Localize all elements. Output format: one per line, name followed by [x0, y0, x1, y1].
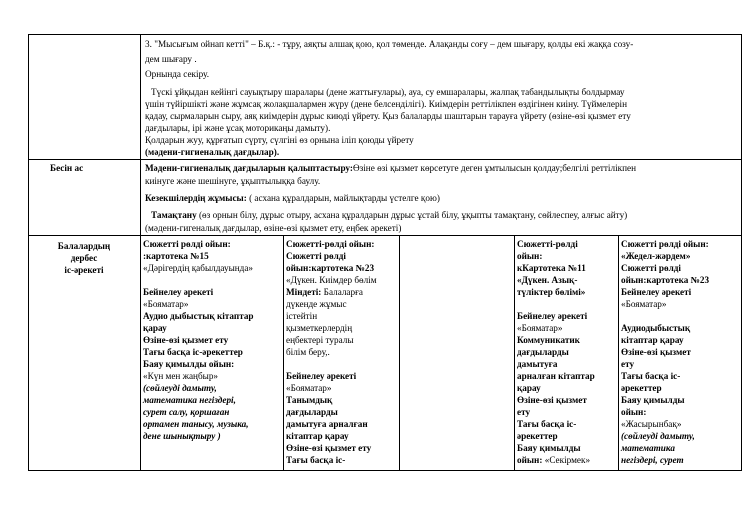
table-border-top: [28, 34, 742, 35]
col4-line: түліктер бөлімі»: [517, 287, 586, 297]
col4-line: Тағы басқа іс-: [517, 419, 577, 429]
col4-line: дағдыларды: [517, 347, 569, 357]
col1-line: сурет салу, қоршаған: [143, 407, 230, 417]
col4-line: арналған кітаптар: [517, 371, 595, 381]
col4-line: кКартотека №11: [517, 263, 586, 273]
hygiene-heading: Мәдени-гигиеналық дағдыларын қалыптастыру:: [145, 163, 353, 173]
col5-line: негіздері, сурет: [621, 455, 684, 465]
col5-line: ойын:картотека №23: [621, 275, 710, 285]
activity-label-line-3: іс-әрекеті: [64, 265, 104, 275]
col4-line: Сюжетті-рөлді: [517, 239, 578, 249]
col5-line: Сюжетті рөлді: [621, 263, 681, 273]
col4-line: әрекеттер: [517, 431, 558, 441]
besin-line-1: [145, 162, 636, 174]
col1-line: «Күн мен жаңбыр»: [143, 371, 219, 381]
col2-line: Бейнелеу әрекеті: [286, 371, 357, 381]
col5-line: әрекеттер: [621, 383, 662, 393]
col1-line: Баяу қимылды ойын:: [143, 359, 235, 369]
exercise-line-2: дем шығару .: [145, 54, 197, 64]
activity-label-line-2: дербес: [70, 253, 98, 263]
row-divider-activity: [28, 235, 742, 236]
col2-line-bold: Міндеті:: [286, 287, 322, 297]
exercise-line-1: 3. "Мысығым ойнап кетті" – Б.қ.: - тұру, аяқты алшақ қою, қол төменде. Алақанды соғу – дем шығару, қолды екі жаққа созу-: [145, 39, 634, 49]
col5-line: «Жедел-жәрдем»: [621, 251, 691, 261]
col1-line: (сөйлеуді дамыту,: [143, 383, 217, 393]
row-divider-besin: [28, 159, 742, 160]
col2-line: Өзіне-өзі қызмет ету: [286, 443, 372, 453]
day-column-divider-4: [618, 235, 619, 471]
col5-line: ойын:: [621, 407, 647, 417]
col4-line: қарау: [517, 383, 541, 393]
day-column-divider-1: [283, 235, 284, 471]
col4-line-text: «Секірмек»: [542, 455, 591, 465]
besin-duty-line: [145, 192, 440, 204]
day-column-divider-2: [399, 235, 400, 471]
col5-line: Бейнелеу әрекеті: [621, 287, 692, 297]
col4-line: ойын:: [517, 251, 543, 261]
nap-paragraph-line-1: Түскі ұйқыдан кейінгі сауықтыру шаралары (дене жаттығулары), ауа, су емшаралары, жалпақ табандылықты болдырмау: [151, 87, 625, 97]
col5-line: Өзіне-өзі қызмет: [621, 347, 691, 357]
exercise-line-3: Орнында секіру.: [145, 69, 210, 79]
col1-line: ортамен танысу, музыка,: [143, 419, 249, 429]
col2-line: дағдыларды: [286, 407, 338, 417]
food-text: (өз орнын білу, дұрыс отыру, асхана құралдарын дұрыс ұстай білу, ұқыпты тамақтану, сөйлеспеу, алғыс айту): [196, 210, 628, 220]
nap-paragraph-line-4: дағдылары, ірі және ұсақ моторикаңы дамыту).: [145, 123, 331, 133]
col4-line: дамытуға: [517, 359, 558, 369]
col2-line: ойын:картотека №23: [286, 263, 375, 273]
col4-line: [517, 454, 590, 466]
col1-line: Бейнелеу әрекеті: [143, 287, 214, 297]
col1-line: Тағы басқа іс-әрекеттер: [143, 347, 243, 357]
col4-line: Баяу қимылды: [517, 443, 581, 453]
col2-line: «Бояматар»: [286, 383, 332, 393]
nap-paragraph-line-2: үшін түйіршікті және жұмсақ жолақшалармен жүру (дене белсенділігі). Киімдерін реттілікпен өздігінен киіну. Түймелерін: [145, 99, 628, 109]
table-border-right: [741, 34, 742, 471]
col1-line: :картотека №15: [143, 251, 209, 261]
col4-line: «Бояматар»: [517, 323, 563, 333]
table-border-bottom: [28, 470, 742, 471]
col5-line: (сөйлеуді дамыту,: [621, 431, 695, 441]
duty-text: ( асхана құралдарын, майлықтарды үстелге қою): [246, 193, 440, 203]
col1-line: Аудио дыбыстық кітаптар: [143, 311, 254, 321]
col4-line: ету: [517, 407, 531, 417]
col2-line: білім беру,.: [286, 347, 330, 357]
col2-line: еңбектері туралы: [286, 335, 354, 345]
nap-paragraph-line-3: қадау, сырмаларын сыру, аяқ киімдерін дұрыс киюді үйрету. Қыз балаларды шаштарын тарауға үйрету (өзіне-өзі қызмет ету: [145, 111, 631, 121]
col2-line: Сюжетті рөлді: [286, 251, 346, 261]
col5-line: Аудиодыбыстық: [621, 323, 691, 333]
col5-line: «Бояматар»: [621, 299, 667, 309]
col2-line: дамытуға арналған: [286, 419, 368, 429]
col1-line: Сюжетті рөлді ойын:: [143, 239, 231, 249]
nap-paragraph-line-5: Қолдарын жуу, құрғатып сүрту, сүлгіні өз орнына іліп қоюды үйрету: [145, 135, 414, 145]
besin-label: Бесін ас: [50, 163, 84, 173]
nap-paragraph-line-6: (мәдени-гигиеналық дағдылар).: [145, 147, 280, 157]
col4-line: Коммуникатик: [517, 335, 580, 345]
label-column-divider: [140, 34, 141, 471]
duty-heading: Кезекшілердің жұмысы:: [145, 193, 247, 203]
col2-line: Тағы басқа іс-: [286, 455, 346, 465]
col1-line: Өзіне-өзі қызмет ету: [143, 335, 229, 345]
col2-line-text: Балаларға: [321, 287, 363, 297]
besin-food-line-2: (мәдени-гигеналық дағдылар, өзіне-өзі қызмет ету, еңбек әрекеті): [145, 223, 402, 233]
col2-line: «Дүкен. Киімдер бөлім: [286, 275, 377, 285]
col4-line: Бейнелеу әрекеті: [517, 311, 588, 321]
col2-line: [286, 286, 363, 298]
col2-line: Танымдық: [286, 395, 333, 405]
col5-line: ету: [621, 359, 635, 369]
col1-line: «Бояматар»: [143, 299, 189, 309]
col2-line: Сюжетті-рөлді ойын:: [286, 239, 375, 249]
col5-line: Баяу қимылды: [621, 395, 685, 405]
col1-line: дене шынықтыру ): [143, 431, 221, 441]
col1-line: математика негіздері,: [143, 395, 236, 405]
col5-line: математика: [621, 443, 675, 453]
col4-line: Өзіне-өзі қызмет: [517, 395, 587, 405]
col1-line: қарау: [143, 323, 167, 333]
food-heading: Тамақтану: [151, 210, 197, 220]
col4-line: «Дүкен. Азық-: [517, 275, 578, 285]
day-column-divider-3: [514, 235, 515, 471]
col1-line: «Дәрігердің қабылдауында»: [143, 263, 254, 273]
hygiene-text: Өзіне өзі қызмет көрсетуге деген ұмтылысын қолдау;белгілі реттілікпен: [352, 163, 636, 173]
col4-line-bold: ойын:: [517, 455, 543, 465]
col5-line: «Жасырынбақ»: [621, 419, 682, 429]
col5-line: кітаптар қарау: [621, 335, 684, 345]
col2-line: дүкенде жұмыс: [286, 299, 347, 309]
col2-line: істейтін: [286, 311, 318, 321]
col5-line: Тағы басқа іс-: [621, 371, 681, 381]
col2-line: қызметкерлердің: [286, 323, 353, 333]
col2-line: кітаптар қарау: [286, 431, 349, 441]
besin-line-2: киінуге және шешінуге, ұқыптылыққа баулу.: [145, 176, 321, 186]
activity-label-line-1: Балалардың: [57, 241, 111, 251]
besin-food-line: [151, 209, 627, 221]
col5-line: Сюжетті рөлді ойын:: [621, 239, 709, 249]
